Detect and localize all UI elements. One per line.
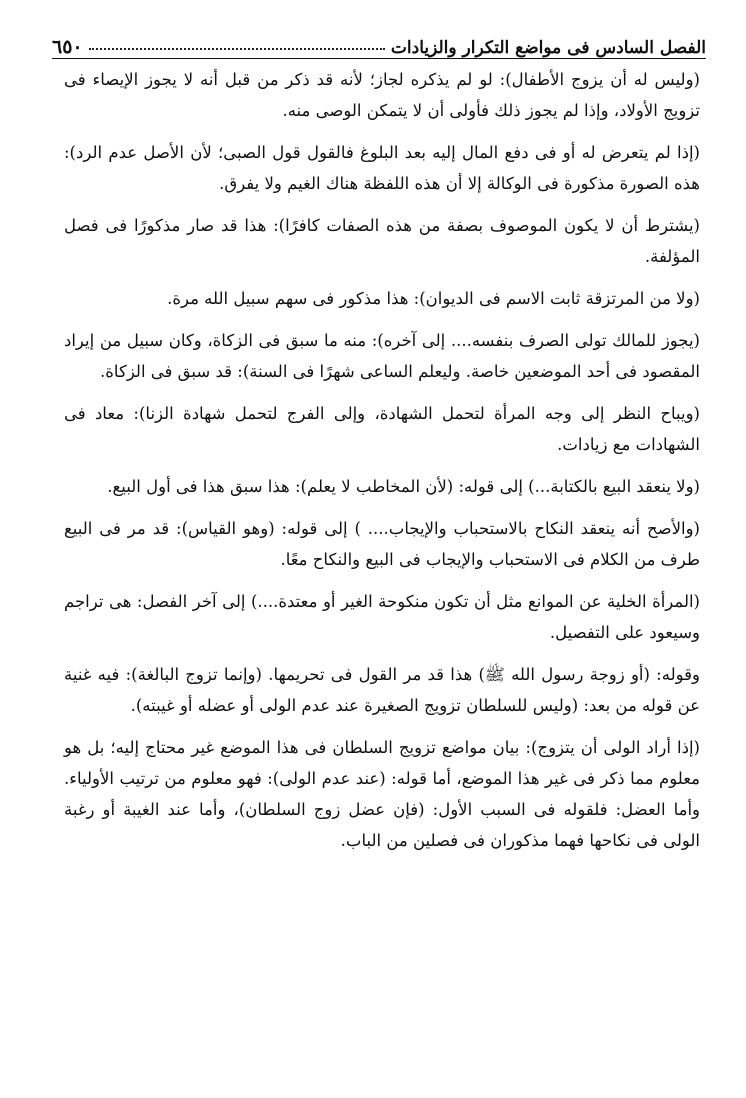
paragraph-5: (يجوز للمالك تولى الصرف بنفسه.... إلى آخره): منه ما سبق فى الزكاة، وكان سبيل من إيراد المقصود فى أحد الموضعين خاصة. وليعلم الساعى شهرًا فى السنة): قد سبق فى الزكاة. <box>64 331 700 381</box>
paragraph-1: (وليس له أن يزوج الأطفال): لو لم يذكره لجاز؛ لأنه قد ذكر من قبل أنه لا يجوز الإيصاء فى تزويج الأولاد، وإذا لم يجوز ذلك فأولى أن لا يتمكن الوصى منه. <box>64 70 700 120</box>
paragraph-9: (المرأة الخلية عن الموانع مثل أن تكون منكوحة الغير أو معتدة....) إلى آخر الفصل: هى تراجم وسيعود على التفصيل. <box>64 592 700 642</box>
paragraph-8: (والأصح أنه ينعقد النكاح بالاستحباب والإيجاب.... ) إلى قوله: (وهو القياس): قد مر فى البيع طرف من الكلام فى الاستحباب والإيجاب فى البيع والنكاح معًا. <box>64 519 700 569</box>
paragraph-4: (ولا من المرتزقة ثابت الاسم فى الديوان): هذا مذكور فى سهم سبيل الله مرة. <box>167 289 700 308</box>
running-header <box>52 26 706 59</box>
paragraph-3: (يشترط أن لا يكون الموصوف بصفة من هذه الصفات كافرًا): هذا قد صار مذكورًا فى فصل المؤلفة. <box>64 216 700 266</box>
page-body <box>64 64 700 867</box>
chapter-title: الفصل السادس فى مواضع التكرار والزيادات <box>390 38 706 58</box>
header-leader-dots <box>89 47 385 50</box>
paragraph-11: (إذا أراد الولى أن يتزوج): بيان مواضع تزويج السلطان فى هذا الموضع غير محتاج إليه؛ بل هو معلوم مما ذكر فى غير هذا الموضع، أما قوله: (عند عدم الولى): فهو معلوم من ترتيب الأولياء. وأما العضل: فلقوله فى السبب الأول: (فإن عضل زوج السلطان)، وأما عند الغيبة أو رغبة الولى فى نكاحها فهما مذكوران فى فصلين من الباب. <box>64 738 700 850</box>
paragraph-10: وقوله: (أو زوجة رسول الله ﷺ) هذا قد مر القول فى تحريمها. (وإنما تزوج البالغة): فيه غنية عن قوله من بعد: (وليس للسلطان تزويج الصغيرة عند عدم الولى أو عضله أو غيبته). <box>64 665 700 715</box>
page-number: ٦٥٠ <box>52 36 83 58</box>
paragraph-6: (ويباح النظر إلى وجه المرأة لتحمل الشهادة، وإلى الفرج لتحمل شهادة الزنا): معاد فى الشهادات مع زيادات. <box>64 404 700 454</box>
paragraph-2: (إذا لم يتعرض له أو فى دفع المال إليه بعد البلوغ فالقول قول الصبى؛ لأن الأصل عدم الرد): هذه الصورة مذكورة فى الوكالة إلا أن هذه اللفظة هناك الغيم ولا يفرق. <box>64 143 700 193</box>
paragraph-7: (ولا ينعقد البيع بالكتابة...) إلى قوله: (لأن المخاطب لا يعلم): هذا سبق هذا فى أول البيع. <box>107 477 700 496</box>
